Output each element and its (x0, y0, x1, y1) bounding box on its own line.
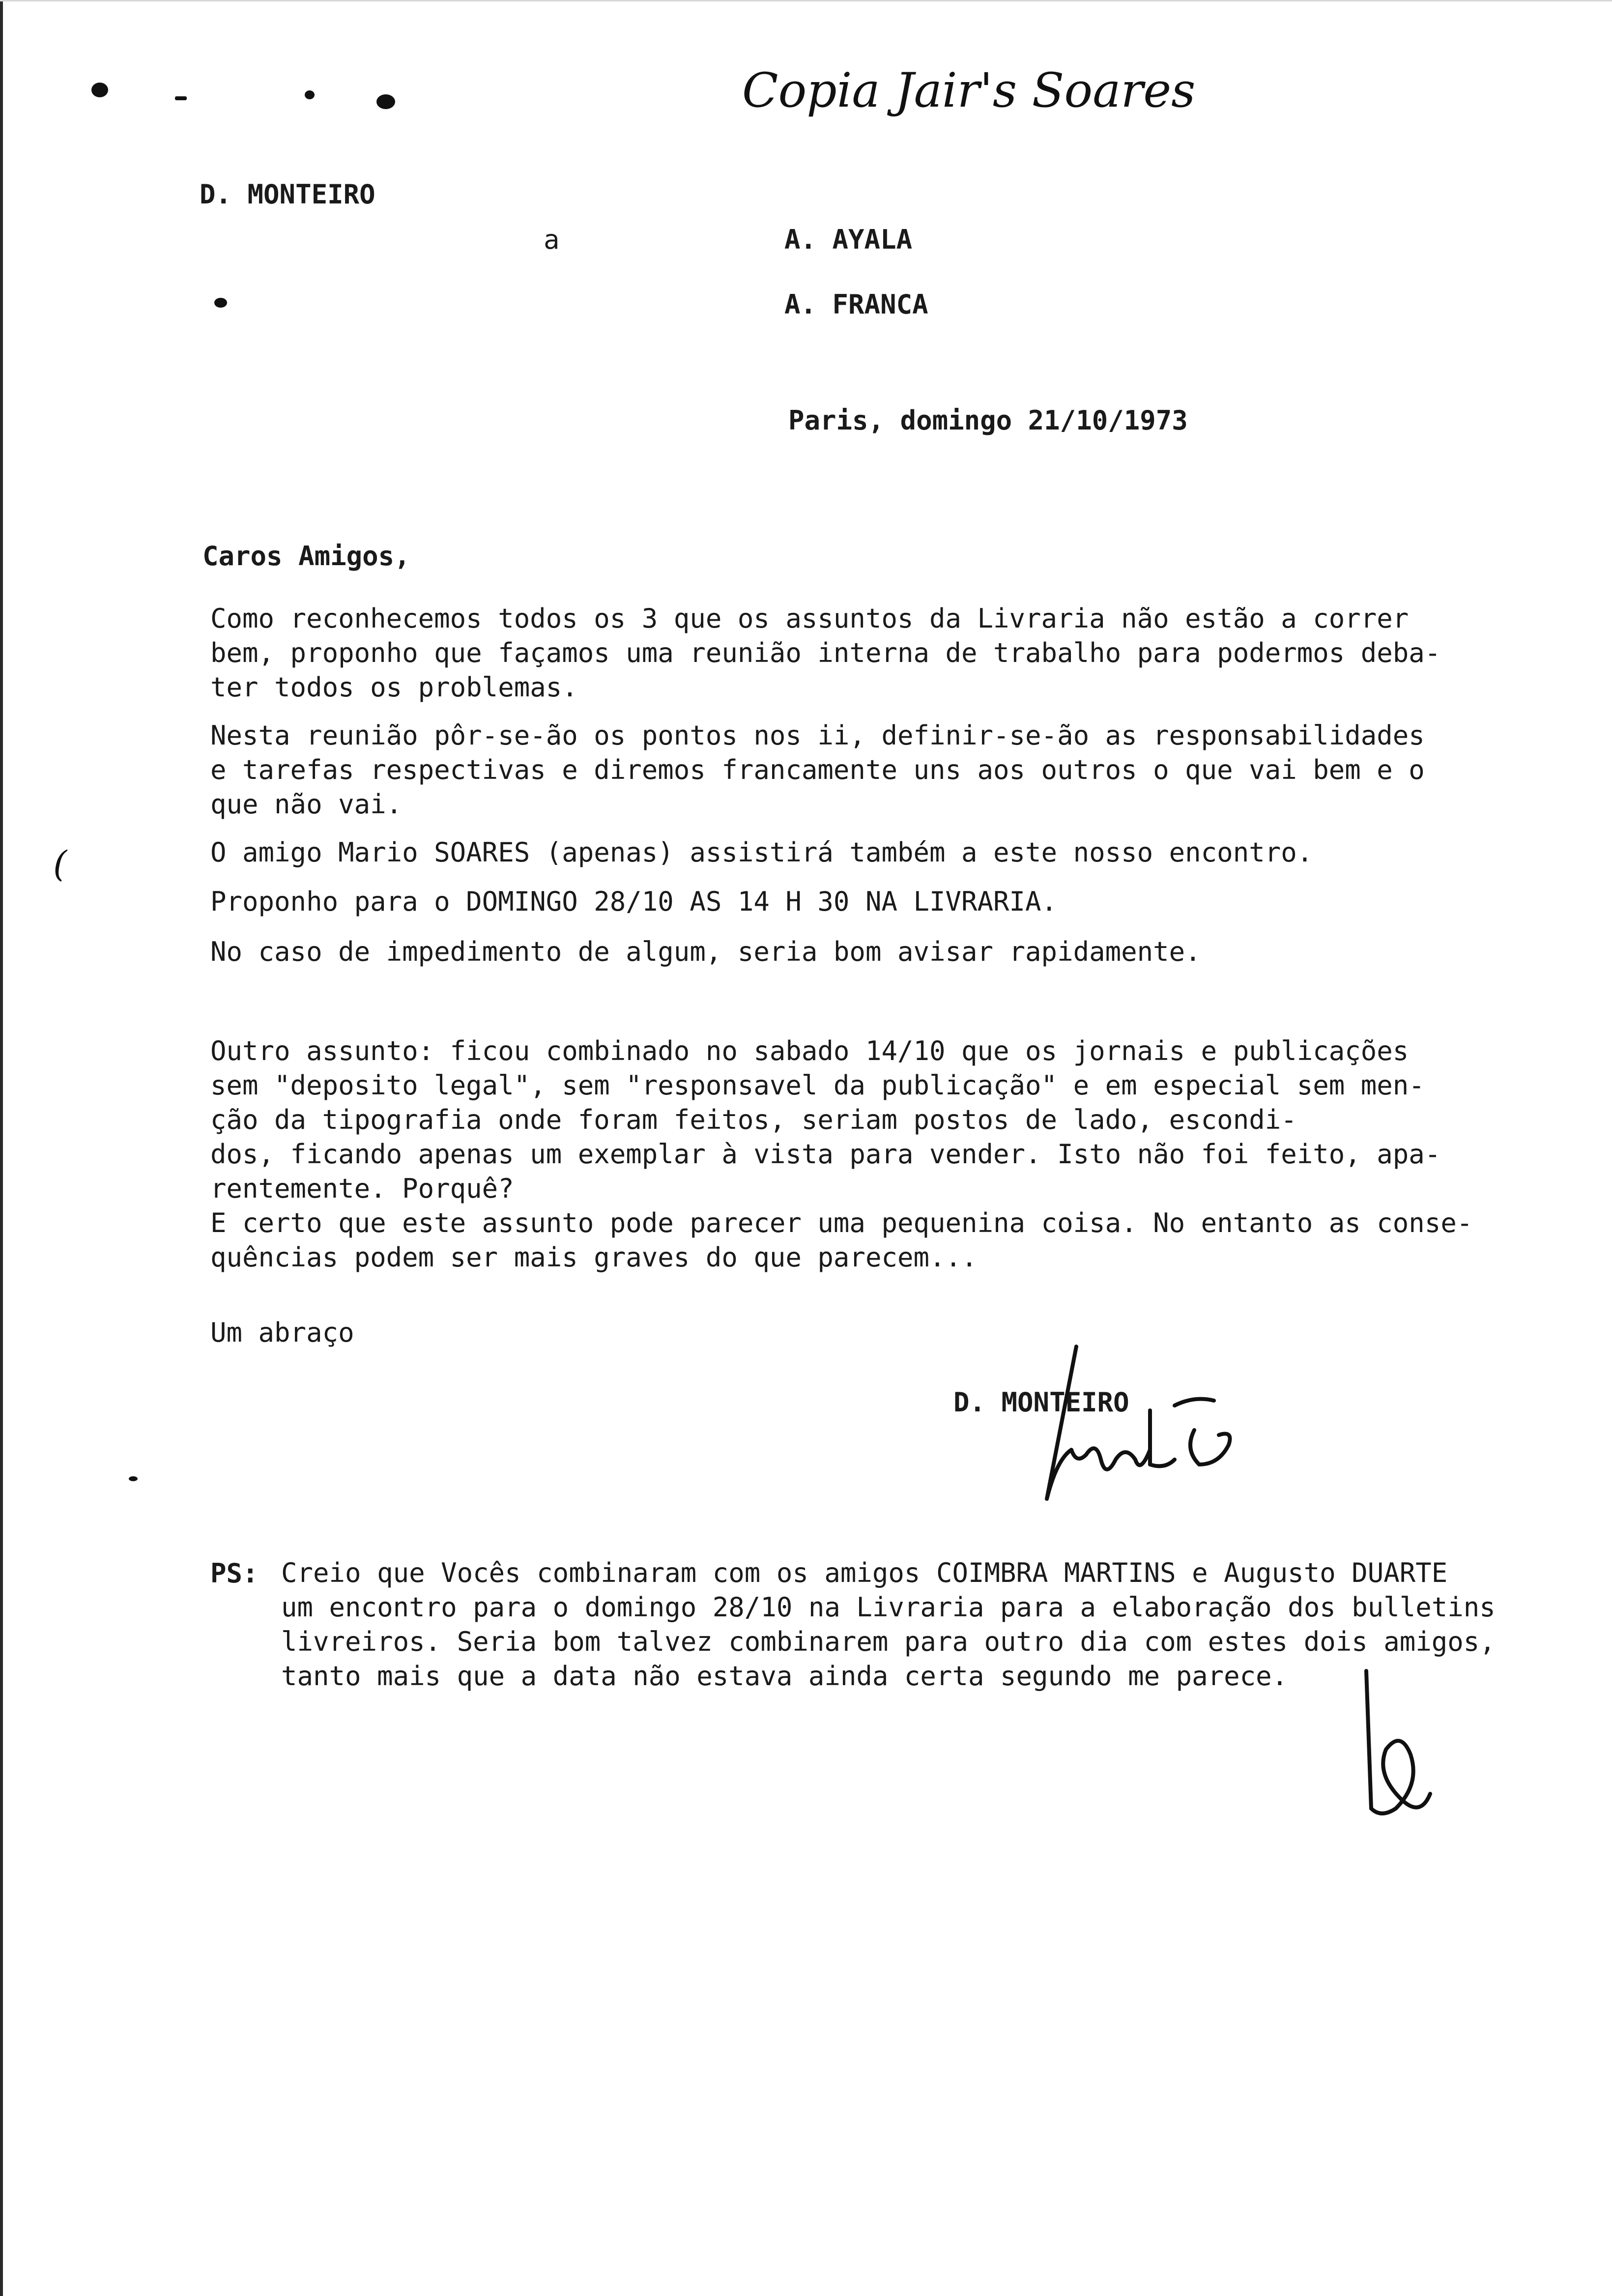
paragraph-3 (210, 835, 1537, 870)
scan-speck (91, 83, 108, 97)
salutation: Caros Amigos, (202, 541, 410, 572)
text-line: Como reconhecemos todos os 3 que os assuntos da Livraria não estão a correr (210, 603, 1409, 634)
sender-name: D. MONTEIRO (200, 179, 375, 210)
text-line: No caso de impedimento de algum, seria bom avisar rapidamente. (210, 936, 1201, 967)
text-line: livreiros. Seria bom talvez combinarem para outro dia com estes dois amigos, (281, 1626, 1496, 1657)
paragraph-4 (210, 885, 1537, 919)
text-line: tanto mais que a data não estava ainda certa segundo me parece. (281, 1661, 1288, 1692)
text-line: dos, ficando apenas um exemplar à vista para vender. Isto não foi feito, apa- (210, 1139, 1441, 1170)
paragraph-1 (210, 602, 1537, 705)
paragraph-5 (210, 935, 1537, 969)
text-line: ter todos os problemas. (210, 672, 578, 703)
closing: Um abraço (210, 1317, 354, 1348)
text-line: O amigo Mario SOARES (apenas) assistirá também a este nosso encontro. (210, 837, 1313, 868)
text-line: que não vai. (210, 789, 403, 820)
text-line: Creio que Vocês combinaram com os amigos COIMBRA MARTINS e Augusto DUARTE (281, 1557, 1448, 1588)
text-line: Proponho para o DOMINGO 28/10 AS 14 H 30 NA LIVRARIA. (210, 886, 1058, 917)
postscript-label: PS: (210, 1558, 259, 1589)
paragraph-2 (210, 718, 1537, 822)
text-line: bem, proponho que façamos uma reunião interna de trabalho para podermos deba- (210, 637, 1441, 668)
date-line: Paris, domingo 21/10/1973 (788, 405, 1188, 436)
text-line: e tarefas respectivas e diremos francamente uns aos outros o que vai bem e o (210, 754, 1425, 785)
recipient-ayala: A. AYALA (784, 224, 913, 255)
signature-scrawl (988, 1337, 1283, 1533)
scan-speck (214, 298, 227, 308)
recipient-franca: A. FRANCA (784, 289, 928, 320)
handwritten-copy-note: Copia Jair's Soares (742, 63, 1196, 118)
text-line: Nesta reunião pôr-se-ão os pontos nos ii, definir-se-ão as responsabilidades (210, 720, 1425, 751)
text-line: E certo que este assunto pode parecer uma pequenina coisa. No entanto as conse- (210, 1207, 1473, 1238)
paragraph-6 (210, 1034, 1537, 1275)
text-line: Outro assunto: ficou combinado no sabado 14/10 que os jornais e publicações (210, 1035, 1409, 1066)
initials-scrawl (1337, 1661, 1455, 1828)
text-line: rentemente. Porquê? (210, 1173, 514, 1204)
to-word: a (544, 224, 560, 255)
scan-speck (129, 1476, 138, 1481)
scan-edge-left (0, 0, 3, 2296)
text-line: sem "deposito legal", sem "responsavel da publicação" e em especial sem men- (210, 1070, 1425, 1101)
scan-speck (175, 96, 187, 100)
scan-edge-top (0, 0, 1612, 1)
scan-speck (376, 94, 395, 109)
scan-speck (305, 90, 315, 99)
text-line: ção da tipografia onde foram feitos, seriam postos de lado, escondi- (210, 1104, 1297, 1135)
text-line: quências podem ser mais graves do que parecem... (210, 1242, 978, 1273)
margin-mark: ( (53, 843, 67, 885)
text-line: um encontro para o domingo 28/10 na Livraria para a elaboração dos bulletins (281, 1592, 1496, 1623)
signature-name: D. MONTEIRO (953, 1387, 1129, 1418)
